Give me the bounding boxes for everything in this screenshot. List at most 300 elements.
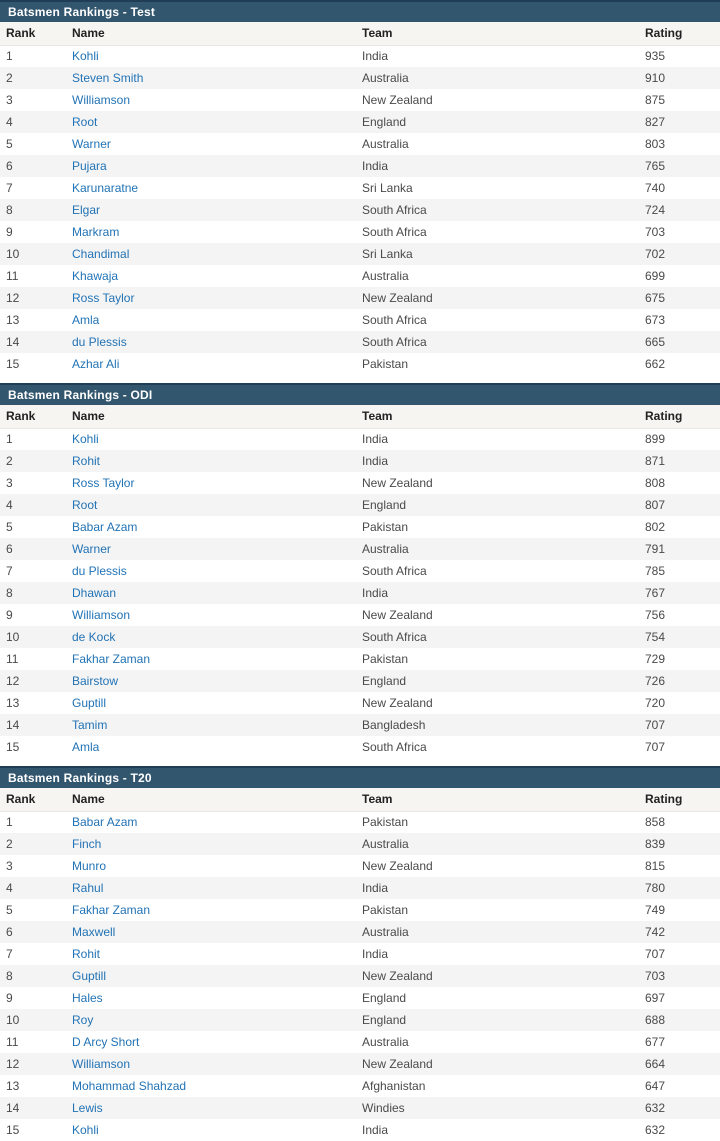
name-cell (66, 899, 356, 921)
name-cell (66, 494, 356, 516)
rank-cell: 10 (6, 630, 20, 644)
player-link[interactable]: Mohammad Shahzad (72, 1079, 187, 1093)
player-link[interactable]: du Plessis (72, 335, 127, 349)
rank-cell: 13 (6, 696, 20, 710)
rank-cell: 4 (6, 498, 13, 512)
team-cell: New Zealand (362, 291, 433, 305)
team-cell: Pakistan (362, 357, 409, 371)
rank-cell: 9 (6, 608, 13, 622)
rating-cell: 703 (645, 225, 666, 239)
player-link[interactable]: Root (72, 498, 98, 512)
section-title-bar (0, 0, 720, 22)
name-cell (66, 538, 356, 560)
table-row (0, 1009, 720, 1031)
name-cell (66, 472, 356, 494)
column-header-rank: Rank (0, 405, 66, 428)
team-cell: Afghanistan (362, 1079, 426, 1093)
player-link[interactable]: Karunaratne (72, 181, 139, 195)
player-link[interactable]: Lewis (72, 1101, 103, 1115)
team-cell: South Africa (362, 313, 427, 327)
table-row (0, 604, 720, 626)
column-header-rank: Rank (0, 788, 66, 811)
rating-cell: 754 (645, 630, 666, 644)
header-row (0, 788, 720, 811)
table-body (0, 811, 720, 1141)
rating-cell: 697 (645, 991, 666, 1005)
rank-cell: 2 (6, 837, 13, 851)
column-header-rating: Rating (641, 22, 720, 45)
column-header-name: Name (66, 405, 356, 428)
rank-cell: 1 (6, 815, 13, 830)
table-row (0, 943, 720, 965)
table-row (0, 472, 720, 494)
player-link[interactable]: Roy (72, 1013, 94, 1027)
table-row (0, 648, 720, 670)
table-row (0, 670, 720, 692)
rating-cell: 749 (645, 903, 666, 917)
name-cell (66, 692, 356, 714)
header-row (0, 22, 720, 45)
team-cell: England (362, 115, 407, 129)
table-row (0, 111, 720, 133)
player-link[interactable]: Williamson (72, 608, 131, 622)
name-cell (66, 987, 356, 1009)
team-cell: South Africa (362, 564, 427, 578)
table-row (0, 1097, 720, 1119)
rating-cell: 875 (645, 93, 666, 107)
team-cell: India (362, 159, 389, 173)
rank-cell: 1 (6, 49, 13, 64)
table-row (0, 877, 720, 899)
rating-cell: 707 (645, 718, 666, 732)
team-cell: England (362, 1013, 407, 1027)
name-cell (66, 67, 356, 89)
team-cell: Australia (362, 837, 409, 851)
rating-cell: 665 (645, 335, 666, 349)
section-title: Batsmen Rankings - ODI (8, 388, 153, 402)
team-cell: India (362, 454, 389, 468)
rank-cell: 6 (6, 925, 13, 939)
rating-cell: 699 (645, 269, 666, 283)
table-row (0, 494, 720, 516)
table-row (0, 855, 720, 877)
player-link[interactable]: Babar Azam (72, 520, 138, 534)
rating-cell: 839 (645, 837, 666, 851)
player-link[interactable]: Kohli (72, 1123, 99, 1137)
table-row (0, 899, 720, 921)
player-link[interactable]: Rohit (72, 454, 101, 468)
name-cell (66, 921, 356, 943)
rank-cell: 14 (6, 1101, 20, 1115)
team-cell: Sri Lanka (362, 247, 413, 261)
rank-cell: 6 (6, 159, 13, 173)
rank-cell: 9 (6, 991, 13, 1005)
player-link[interactable]: Ross Taylor (72, 291, 135, 305)
name-cell (66, 243, 356, 265)
rating-cell: 703 (645, 969, 666, 983)
rank-cell: 3 (6, 859, 13, 873)
player-link[interactable]: Warner (72, 542, 111, 556)
name-cell (66, 582, 356, 604)
team-cell: New Zealand (362, 93, 433, 107)
table-row (0, 353, 720, 375)
rank-cell: 5 (6, 520, 13, 534)
player-link[interactable]: Pujara (72, 159, 107, 173)
rating-cell: 726 (645, 674, 666, 688)
team-cell: Australia (362, 1035, 409, 1049)
team-cell: New Zealand (362, 1057, 433, 1071)
rating-cell: 791 (645, 542, 666, 556)
name-cell (66, 111, 356, 133)
column-header-name: Name (66, 788, 356, 811)
team-cell: England (362, 498, 407, 512)
name-cell (66, 1053, 356, 1075)
rank-cell: 5 (6, 903, 13, 917)
rating-cell: 724 (645, 203, 666, 217)
column-header-rank: Rank (0, 22, 66, 45)
table-row (0, 1075, 720, 1097)
name-cell (66, 877, 356, 899)
team-cell: India (362, 947, 389, 961)
rating-cell: 765 (645, 159, 666, 173)
name-cell (66, 670, 356, 692)
rank-cell: 8 (6, 203, 13, 217)
name-cell (66, 89, 356, 111)
player-link[interactable]: Azhar Ali (72, 357, 120, 371)
rank-cell: 13 (6, 1079, 20, 1093)
rankings-table-t20 (0, 788, 720, 1141)
team-cell: Pakistan (362, 652, 409, 666)
name-cell (66, 560, 356, 582)
name-cell (66, 1031, 356, 1053)
name-cell (66, 626, 356, 648)
table-header (0, 22, 720, 45)
team-cell: Australia (362, 71, 409, 85)
rankings-section-test (0, 0, 720, 375)
player-link[interactable]: Amla (72, 740, 100, 754)
rank-cell: 2 (6, 71, 13, 85)
rating-cell: 785 (645, 564, 666, 578)
table-body (0, 45, 720, 375)
player-link[interactable]: Munro (72, 859, 107, 873)
column-header-name: Name (66, 22, 356, 45)
table-body (0, 428, 720, 758)
name-cell (66, 736, 356, 758)
player-link[interactable]: Maxwell (72, 925, 116, 939)
table-row (0, 714, 720, 736)
table-row (0, 538, 720, 560)
player-link[interactable]: Finch (72, 837, 102, 851)
player-link[interactable]: Williamson (72, 93, 131, 107)
rankings-section-odi (0, 383, 720, 758)
header-row (0, 405, 720, 428)
name-cell (66, 943, 356, 965)
rank-cell: 15 (6, 357, 20, 371)
name-cell (66, 833, 356, 855)
name-cell (66, 428, 356, 450)
rank-cell: 9 (6, 225, 13, 239)
rank-cell: 11 (6, 269, 19, 283)
rank-cell: 10 (6, 1013, 20, 1027)
rating-cell: 707 (645, 740, 666, 754)
player-link[interactable]: Warner (72, 137, 111, 151)
player-link[interactable]: Dhawan (72, 586, 117, 600)
name-cell (66, 516, 356, 538)
name-cell (66, 1009, 356, 1031)
player-link[interactable]: Root (72, 115, 98, 129)
player-link[interactable]: Rahul (72, 881, 104, 895)
player-link[interactable]: Guptill (72, 969, 107, 983)
table-row (0, 287, 720, 309)
rating-cell: 675 (645, 291, 666, 305)
rankings-table-test (0, 22, 720, 375)
team-cell: Pakistan (362, 520, 409, 534)
team-cell: New Zealand (362, 969, 433, 983)
table-row (0, 89, 720, 111)
rating-cell: 910 (645, 71, 666, 85)
rankings-section-t20 (0, 766, 720, 1141)
team-cell: England (362, 674, 407, 688)
name-cell (66, 287, 356, 309)
rank-cell: 14 (6, 335, 20, 349)
rating-cell: 807 (645, 498, 666, 512)
name-cell (66, 331, 356, 353)
table-row (0, 1031, 720, 1053)
name-cell (66, 855, 356, 877)
rating-cell: 632 (645, 1123, 666, 1137)
table-row (0, 67, 720, 89)
rating-cell: 803 (645, 137, 666, 151)
table-row (0, 582, 720, 604)
table-row (0, 1053, 720, 1075)
team-cell: South Africa (362, 203, 427, 217)
name-cell (66, 309, 356, 331)
table-row (0, 155, 720, 177)
rank-cell: 2 (6, 454, 13, 468)
column-header-team: Team (356, 788, 641, 811)
player-link[interactable]: Khawaja (72, 269, 119, 283)
rank-cell: 7 (6, 947, 13, 961)
rating-cell: 899 (645, 432, 666, 447)
team-cell: New Zealand (362, 859, 433, 873)
player-link[interactable]: Guptill (72, 696, 107, 710)
team-cell: India (362, 49, 389, 64)
table-row (0, 560, 720, 582)
rank-cell: 11 (6, 1035, 19, 1049)
name-cell (66, 133, 356, 155)
table-row (0, 811, 720, 833)
player-link[interactable]: Williamson (72, 1057, 131, 1071)
rank-cell: 3 (6, 93, 13, 107)
team-cell: England (362, 991, 407, 1005)
name-cell (66, 965, 356, 987)
name-cell (66, 155, 356, 177)
rank-cell: 1 (6, 432, 13, 447)
rating-cell: 677 (645, 1035, 666, 1049)
table-row (0, 736, 720, 758)
rating-cell: 688 (645, 1013, 666, 1027)
section-title: Batsmen Rankings - Test (8, 5, 156, 19)
team-cell: Pakistan (362, 903, 409, 917)
rating-cell: 664 (645, 1057, 666, 1071)
table-row (0, 331, 720, 353)
column-header-rating: Rating (641, 405, 720, 428)
player-link[interactable]: Rohit (72, 947, 101, 961)
table-row (0, 965, 720, 987)
rank-cell: 10 (6, 247, 20, 261)
rating-cell: 720 (645, 696, 666, 710)
team-cell: Sri Lanka (362, 181, 413, 195)
table-header (0, 405, 720, 428)
table-row (0, 516, 720, 538)
player-link[interactable]: Ross Taylor (72, 476, 135, 490)
section-title-bar (0, 383, 720, 405)
player-link[interactable]: Kohli (72, 49, 99, 64)
team-cell: South Africa (362, 335, 427, 349)
table-row (0, 921, 720, 943)
rank-cell: 7 (6, 564, 13, 578)
name-cell (66, 1097, 356, 1119)
rank-cell: 4 (6, 115, 13, 129)
team-cell: Australia (362, 542, 409, 556)
player-link[interactable]: Babar Azam (72, 815, 138, 830)
rank-cell: 4 (6, 881, 13, 895)
team-cell: South Africa (362, 630, 427, 644)
rank-cell: 11 (6, 652, 19, 666)
name-cell (66, 714, 356, 736)
name-cell (66, 265, 356, 287)
player-link[interactable]: Kohli (72, 432, 99, 447)
rating-cell: 780 (645, 881, 666, 895)
column-header-rating: Rating (641, 788, 720, 811)
team-cell: India (362, 432, 389, 447)
player-link[interactable]: D Arcy Short (72, 1035, 140, 1049)
team-cell: New Zealand (362, 696, 433, 710)
rating-cell: 871 (645, 454, 666, 468)
player-link[interactable]: Amla (72, 313, 100, 327)
column-header-team: Team (356, 405, 641, 428)
name-cell (66, 353, 356, 375)
team-cell: Bangladesh (362, 718, 426, 732)
rating-cell: 673 (645, 313, 666, 327)
table-row (0, 221, 720, 243)
rank-cell: 13 (6, 313, 20, 327)
team-cell: Australia (362, 137, 409, 151)
name-cell (66, 177, 356, 199)
section-title: Batsmen Rankings - T20 (8, 771, 152, 785)
rating-cell: 647 (645, 1079, 666, 1093)
rankings-table-odi (0, 405, 720, 758)
name-cell (66, 450, 356, 472)
rating-cell: 756 (645, 608, 666, 622)
rating-cell: 858 (645, 815, 666, 830)
table-row (0, 1119, 720, 1141)
player-link[interactable]: Elgar (72, 203, 101, 217)
rating-cell: 808 (645, 476, 666, 490)
table-row (0, 45, 720, 67)
player-link[interactable]: Bairstow (72, 674, 119, 688)
team-cell: India (362, 1123, 389, 1137)
rating-cell: 707 (645, 947, 666, 961)
name-cell (66, 1075, 356, 1097)
rank-cell: 15 (6, 1123, 20, 1137)
table-row (0, 133, 720, 155)
rating-cell: 742 (645, 925, 666, 939)
player-link[interactable]: Hales (72, 991, 103, 1005)
rating-cell: 935 (645, 49, 666, 64)
rating-cell: 632 (645, 1101, 666, 1115)
team-cell: Australia (362, 925, 409, 939)
name-cell (66, 199, 356, 221)
player-link[interactable]: Fakhar Zaman (72, 903, 151, 917)
rank-cell: 12 (6, 1057, 20, 1071)
team-cell: India (362, 881, 389, 895)
rank-cell: 12 (6, 291, 20, 305)
table-row (0, 450, 720, 472)
table-row (0, 309, 720, 331)
team-cell: South Africa (362, 740, 427, 754)
player-link[interactable]: de Kock (72, 630, 116, 644)
column-header-team: Team (356, 22, 641, 45)
team-cell: New Zealand (362, 608, 433, 622)
table-row (0, 692, 720, 714)
name-cell (66, 648, 356, 670)
rank-cell: 14 (6, 718, 20, 732)
player-link[interactable]: Markram (72, 225, 120, 239)
player-link[interactable]: Fakhar Zaman (72, 652, 151, 666)
rank-cell: 3 (6, 476, 13, 490)
player-link[interactable]: Chandimal (72, 247, 130, 261)
rank-cell: 15 (6, 740, 20, 754)
rating-cell: 729 (645, 652, 666, 666)
rating-cell: 740 (645, 181, 666, 195)
section-title-bar (0, 766, 720, 788)
table-row (0, 265, 720, 287)
rating-cell: 767 (645, 586, 666, 600)
rating-cell: 702 (645, 247, 666, 261)
rank-cell: 8 (6, 969, 13, 983)
table-header (0, 788, 720, 811)
player-link[interactable]: Tamim (72, 718, 108, 732)
rank-cell: 5 (6, 137, 13, 151)
table-row (0, 428, 720, 450)
team-cell: Pakistan (362, 815, 409, 830)
table-row (0, 833, 720, 855)
team-cell: South Africa (362, 225, 427, 239)
team-cell: New Zealand (362, 476, 433, 490)
team-cell: India (362, 586, 389, 600)
name-cell (66, 221, 356, 243)
rank-cell: 6 (6, 542, 13, 556)
name-cell (66, 604, 356, 626)
rating-cell: 827 (645, 115, 666, 129)
table-row (0, 626, 720, 648)
table-row (0, 243, 720, 265)
rank-cell: 12 (6, 674, 20, 688)
player-link[interactable]: du Plessis (72, 564, 127, 578)
rating-cell: 662 (645, 357, 666, 371)
table-row (0, 199, 720, 221)
rank-cell: 7 (6, 181, 13, 195)
rating-cell: 802 (645, 520, 666, 534)
team-cell: Australia (362, 269, 409, 283)
rating-cell: 815 (645, 859, 666, 873)
rank-cell: 8 (6, 586, 13, 600)
team-cell: Windies (362, 1101, 405, 1115)
player-link[interactable]: Steven Smith (72, 71, 144, 85)
table-row (0, 987, 720, 1009)
name-cell (66, 1119, 356, 1141)
